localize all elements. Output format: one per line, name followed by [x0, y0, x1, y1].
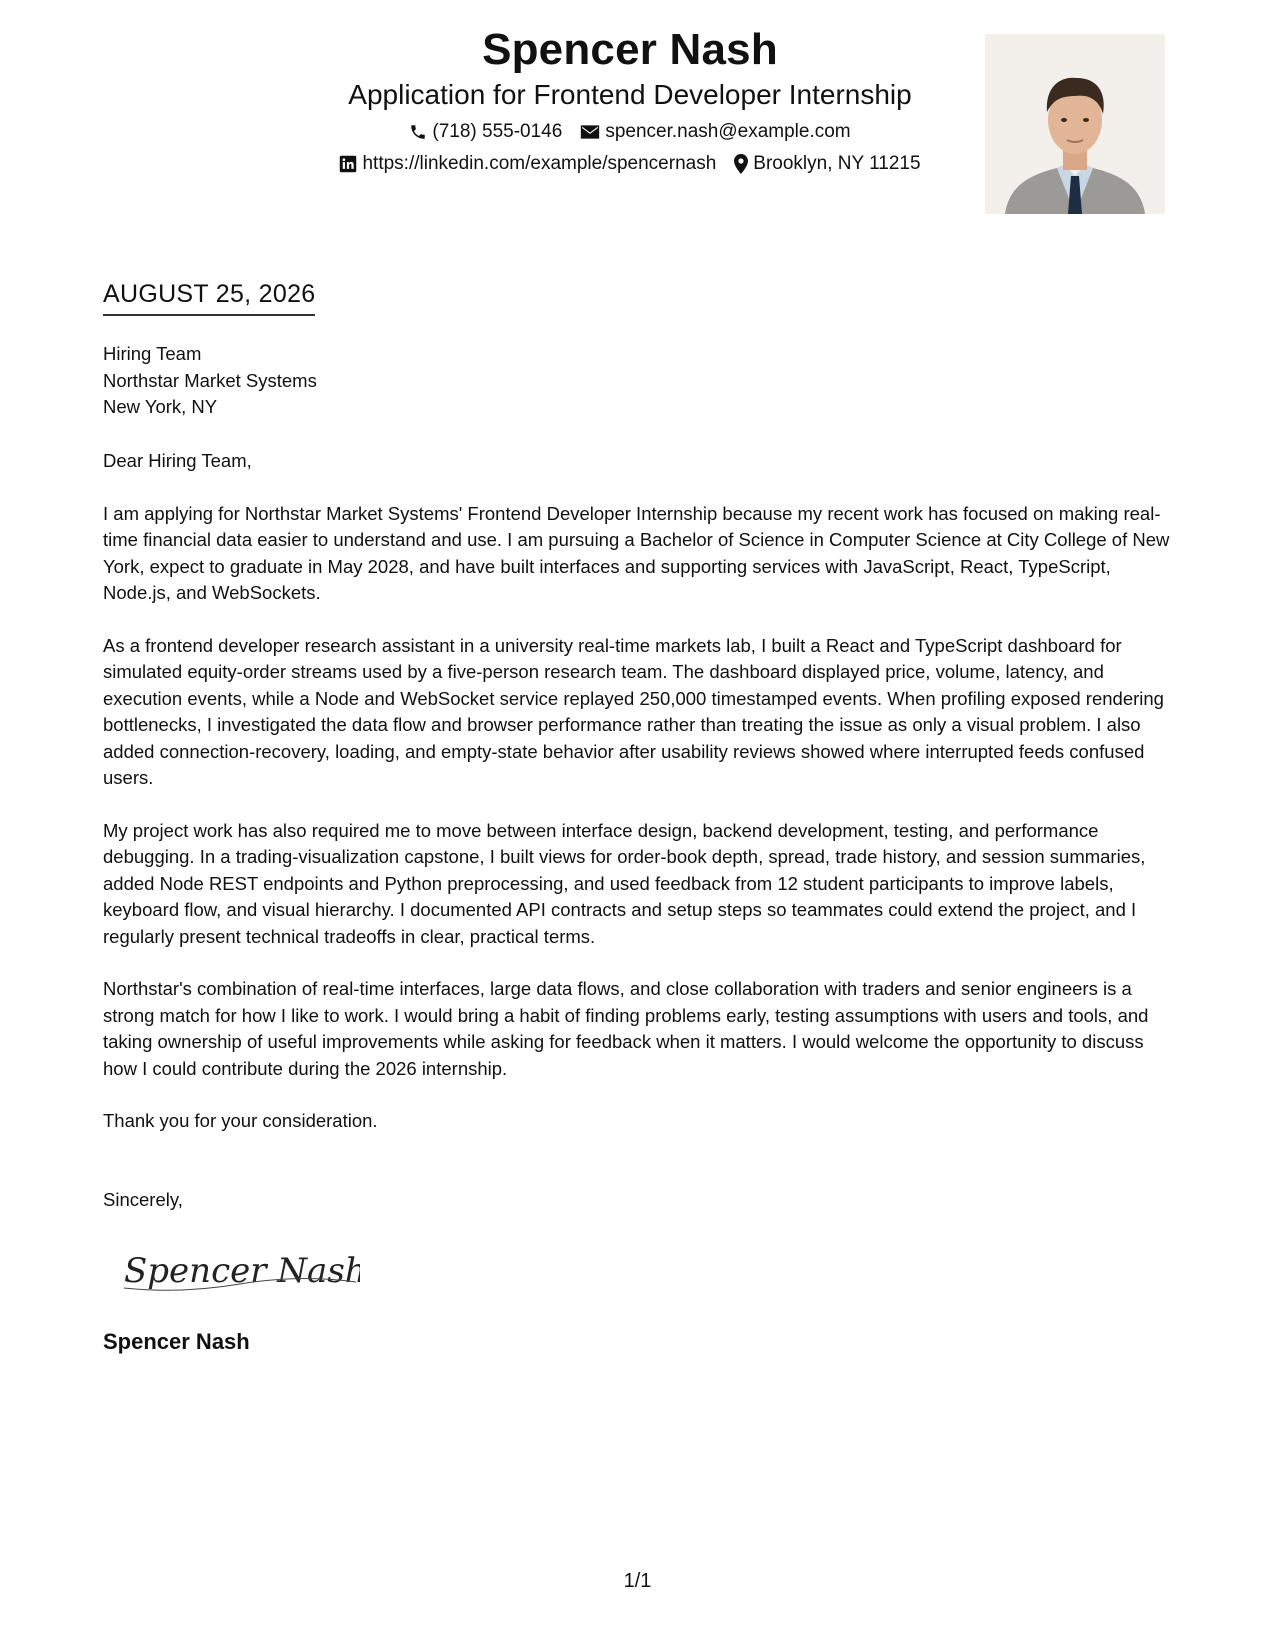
- location-text: Brooklyn, NY 11215: [753, 153, 921, 174]
- contact-linkedin[interactable]: [339, 152, 716, 176]
- signer-name: Spencer Nash: [103, 1329, 250, 1354]
- contact-location: [734, 152, 920, 176]
- application-title: Application for Frontend Developer Internship: [348, 79, 912, 110]
- handwritten-signature: [120, 1238, 360, 1298]
- body-paragraph: Northstar's combination of real-time interfaces, large data flows, and close collaboration with traders and senior engineers is a strong match for how I like to work. I would bring a habit of finding problems early, testing assumptions with users and tools, and taking ownership of useful improvements while asking for feedback when it matters. I would welcome the opportunity to discuss how I could contribute during the 2026 internship.: [103, 978, 1149, 1079]
- contact-email[interactable]: [580, 120, 850, 144]
- body-paragraph: My project work has also required me to move between interface design, backend development, testing, and performance debugging. In a trading-visualization capstone, I built views for order-book depth, spread, trade history, and session summaries, added Node REST endpoints and Python preprocessing, and used feedback from 12 student participants to improve labels, keyboard flow, and visual hierarchy. I documented API contracts and setup steps so teammates could extend the project, and I regularly present technical tradeoffs in clear, practical terms.: [103, 819, 1146, 947]
- map-marker-icon: [734, 154, 748, 174]
- applicant-photo: [985, 34, 1165, 214]
- phone-text: (718) 555-0146: [432, 121, 563, 142]
- recipient-company: Northstar Market Systems: [103, 369, 317, 391]
- salutation: Dear Hiring Team,: [103, 450, 252, 471]
- recipient-location: New York, NY: [103, 396, 218, 417]
- closing: Sincerely,: [103, 1189, 183, 1210]
- page-number: 1/1: [623, 1570, 652, 1592]
- signature-text: Spencer Nash: [124, 1251, 360, 1291]
- letter-date: AUGUST 25, 2026: [103, 278, 315, 316]
- contact-phone: [409, 120, 562, 144]
- applicant-name: Spencer Nash: [482, 25, 778, 74]
- body-paragraph: I am applying for Northstar Market Systems' Frontend Developer Internship because my recent work has focused on making real-time financial data easier to understand and use. I am pursuing a Bachelor of Science in Computer Science at City College of New York, expect to graduate in May 2028, and have built interfaces and supporting services with JavaScript, React, TypeScript, Node.js, and WebSockets.: [103, 502, 1170, 603]
- thank-you-line: Thank you for your consideration.: [103, 1110, 378, 1131]
- recipient-address: [103, 341, 317, 421]
- body-paragraph: As a frontend developer research assistant in a university real-time markets lab, I built a React and TypeScript dashboard for simulated equity-order streams used by a five-person research team. The dashboard displayed price, volume, latency, and execution events, while a Node and WebSocket service replayed 250,000 timestamped events. When profiling exposed rendering bottlenecks, I investigated the data flow and browser performance rather than treating the issue as only a visual problem. I also added connection-recovery, loading, and empty-state behavior after usability reviews showed where interrupted feeds confused users.: [103, 634, 1164, 788]
- letter-date-block: [103, 278, 315, 316]
- linkedin-url[interactable]: https://linkedin.com/example/spencernash: [362, 153, 717, 174]
- recipient-line: Hiring Team: [103, 343, 202, 364]
- envelope-icon: [580, 124, 600, 140]
- linkedin-icon: [339, 155, 357, 173]
- email-text[interactable]: spencer.nash@example.com: [605, 121, 851, 142]
- letter-body: [103, 448, 1173, 1161]
- phone-icon: [409, 123, 427, 141]
